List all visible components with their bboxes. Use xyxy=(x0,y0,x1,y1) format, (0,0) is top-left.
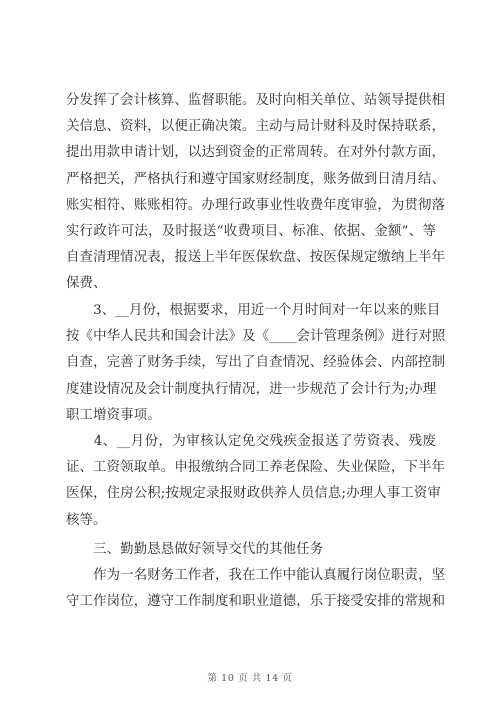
text-line: 守工作岗位，遵守工作制度和职业道德，乐于接受安排的常规和 xyxy=(66,594,446,610)
text-line: 关信息、资料，以便正确决策。主动与局计财科及时保持联系， xyxy=(66,119,446,135)
text-line: 严格把关，严格执行和遵守国家财经制度，账务做到日清月结、 xyxy=(66,171,446,187)
section-heading xyxy=(66,537,436,563)
text-line: 职工增资事项。 xyxy=(66,407,161,423)
text-line: 账实相符、账账相符。办理行政事业性收费年度审验，为贯彻落 xyxy=(66,197,446,213)
paragraph-financial-duties xyxy=(66,88,446,298)
paragraph-item-4 xyxy=(66,429,446,534)
text-line: 分发挥了会计核算、监督职能。及时向相关单位、站领导提供相 xyxy=(66,93,446,108)
text-line: 提出用款申请计划，以达到资金的正常周转。在对外付款方面， xyxy=(66,145,446,161)
text-line: 三、勤勤恳恳做好领导交代的其他任务 xyxy=(66,542,324,557)
text-line: 4、__月份，为审核认定免交残疾金报送了劳资表、残废 xyxy=(66,434,436,449)
paragraph-item-3 xyxy=(66,298,446,429)
text-line: 核等。 xyxy=(66,512,107,528)
text-line: 保费、 xyxy=(66,276,107,292)
paragraph-closing xyxy=(66,563,446,615)
text-line: 证、工资领取单。申报缴纳合同工养老保险、失业保险，下半年 xyxy=(66,460,446,476)
text-line: 自查，完善了财务手续，写出了自查情况、经验体会、内部控制 xyxy=(66,355,446,371)
text-line: 作为一名财务工作者，我在工作中能认真履行岗位职责，坚 xyxy=(66,568,446,583)
text-line: 自查清理情况表，报送上半年医保软盘、按医保规定缴纳上半年 xyxy=(66,250,446,266)
text-line: 实行政许可法，及时报送“收费项目、标准、依据、金额”、等 xyxy=(66,223,436,239)
text-line: 度建设情况及会计制度执行情况，进一步规范了会计行为;办理 xyxy=(66,381,437,397)
text-line: 3、__月份，根据要求，用近一个月时间对一年以来的账目 xyxy=(66,303,441,318)
page-footer: 第 10 页 共 14 页 xyxy=(207,673,293,684)
text-line: 医保，住房公积;按规定录报财政供养人员信息;办理人事工资审 xyxy=(66,486,441,502)
text-line: 按《中华人民共和国会计法》及《____会计管理条例》进行对照 xyxy=(66,329,446,345)
